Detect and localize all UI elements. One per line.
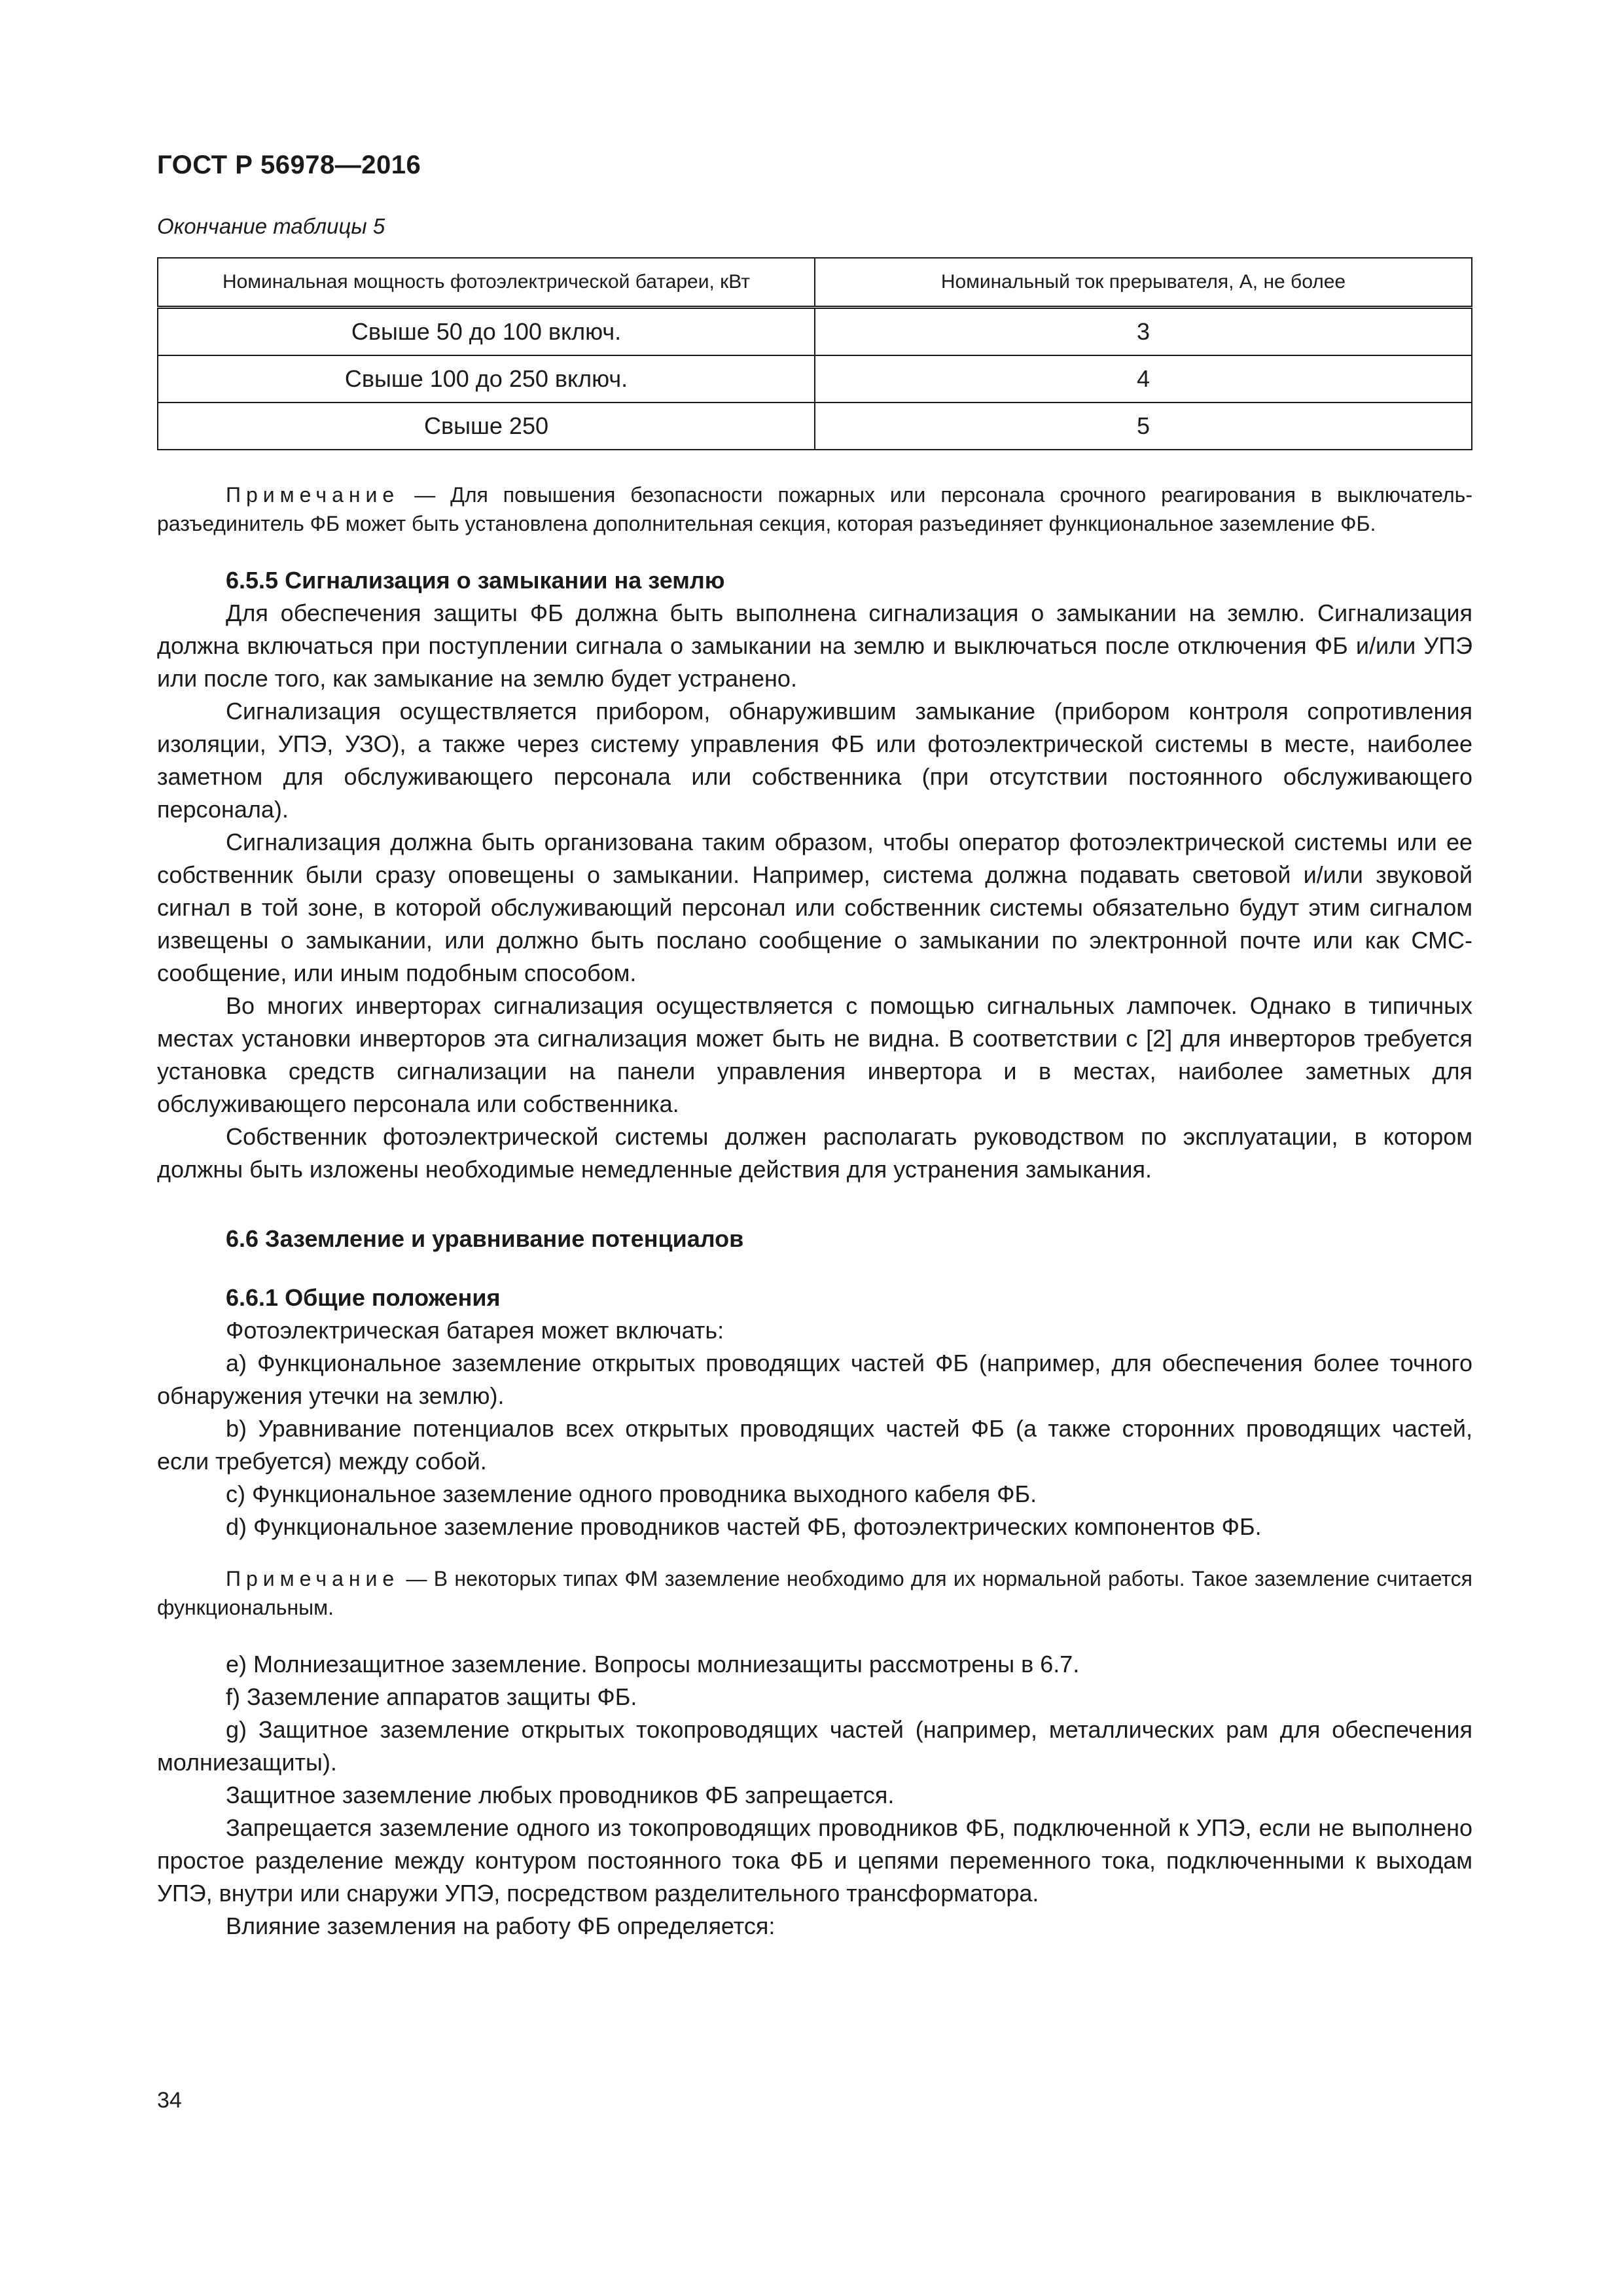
table-row (158, 355, 1472, 403)
paragraph: Сигнализация должна быть организована таким образом, чтобы оператор фотоэлектрической системы или ее собственник были сразу оповещены о замыкании. Например, система должна подавать световой и/или звуковой сигнал в той зоне, в которой обслуживающий персонал или собственник системы обязательно будут этим сигналом извещены о замыкании, или должно быть послано сообщение о замыкании по электронной почте или как СМС-сообщение, или иным подобным способом. (157, 829, 1472, 986)
document-header-title: ГОСТ Р 56978—2016 (157, 151, 421, 179)
note-label: Примечание (226, 1567, 400, 1590)
document-page (157, 151, 1472, 1943)
table-cell-current: 4 (815, 355, 1472, 403)
paragraph: Сигнализация осуществляется прибором, обнаружившим замыкание (прибором контроля сопротивления изоляции, УПЭ, УЗО), а также через систему управления ФБ или фотоэлектрической системы в месте, наиболее заметном для обслуживающего персонала или собственника (при отсутствии постоянного обслуживающего персонала). (157, 698, 1472, 823)
page-number: 34 (157, 2088, 182, 2113)
table-caption: Окончание таблицы 5 (157, 214, 385, 238)
table-cell-power: Свыше 100 до 250 включ. (158, 355, 815, 403)
list-item: c) Функциональное заземление одного проводника выходного кабеля ФБ. (226, 1480, 1037, 1507)
paragraph: Во многих инверторах сигнализация осуществляется с помощью сигнальных лампочек. Однако в типичных местах установки инверторов эта сигнализация может быть не видна. В соответствии с [2] для инверторов требуется установка средств сигнализации на панели управления инвертора и в местах, наиболее заметных для обслуживающего персонала или собственника. (157, 992, 1472, 1117)
paragraph: Для обеспечения защиты ФБ должна быть выполнена сигнализация о замыкании на землю. Сигнализация должна включаться при поступлении сигнала о замыкании на землю и выключаться после отключения ФБ и/или УПЭ или после того, как замыкание на землю будет устранено. (157, 600, 1472, 692)
column-header-power: Номинальная мощность фотоэлектрической батареи, кВт (158, 258, 815, 308)
section-6-6-1-title: 6.6.1 Общие положения (226, 1284, 501, 1311)
list-item: f) Заземление аппаратов защиты ФБ. (226, 1683, 637, 1710)
section-note (157, 1564, 1472, 1622)
column-header-current: Номинальный ток прерывателя, А, не более (815, 258, 1472, 308)
note-label: Примечание (226, 483, 400, 507)
paragraph: Собственник фотоэлектрической системы должен располагать руководством по эксплуатации, в котором должны быть изложены необходимые немедленные действия для устранения замыкания. (157, 1123, 1472, 1183)
table-note (157, 480, 1472, 538)
list-item: d) Функциональное заземление проводников частей ФБ, фотоэлектрических компонентов ФБ. (226, 1513, 1262, 1540)
paragraph: Фотоэлектрическая батарея может включать: (226, 1317, 724, 1344)
note-text: — Для повышения безопасности пожарных или персонала срочного реагирования в выключатель-разъединитель ФБ может быть установлена дополнительная секция, которая разъединяет функциональное заземление ФБ. (157, 483, 1472, 535)
table-row (158, 308, 1472, 356)
list-item: e) Молниезащитное заземление. Вопросы молниезащиты рассмотрены в 6.7. (226, 1651, 1080, 1677)
paragraph: Защитное заземление любых проводников ФБ запрещается. (226, 1782, 895, 1808)
paragraph: Влияние заземления на работу ФБ определяется: (226, 1912, 776, 1939)
list-item: a) Функциональное заземление открытых проводящих частей ФБ (например, для обеспечения более точного обнаружения утечки на землю). (157, 1350, 1472, 1409)
section-6-6-title: 6.6 Заземление и уравнивание потенциалов (226, 1225, 744, 1252)
table-cell-current: 5 (815, 403, 1472, 450)
table-cell-power: Свыше 250 (158, 403, 815, 450)
table-5 (157, 257, 1472, 450)
table-row (158, 403, 1472, 450)
table-header-row (158, 258, 1472, 308)
paragraph: Запрещается заземление одного из токопроводящих проводников ФБ, подключенной к УПЭ, если не выполнено простое разделение между контуром постоянного тока ФБ и цепями переменного тока, подключенными к выходам УПЭ, внутри или снаружи УПЭ, посредством разделительного трансформатора. (157, 1814, 1472, 1907)
note-text: — В некоторых типах ФМ заземление необходимо для их нормальной работы. Такое заземление считается функциональным. (157, 1567, 1472, 1619)
list-item: b) Уравнивание потенциалов всех открытых проводящих частей ФБ (а также сторонних проводящих частей, если требуется) между собой. (157, 1415, 1472, 1475)
section-6-5-5-title: 6.5.5 Сигнализация о замыкании на землю (226, 567, 725, 594)
table-cell-power: Свыше 50 до 100 включ. (158, 308, 815, 356)
table-cell-current: 3 (815, 308, 1472, 356)
list-item: g) Защитное заземление открытых токопроводящих частей (например, металлических рам для обеспечения молниезащиты). (157, 1716, 1472, 1776)
